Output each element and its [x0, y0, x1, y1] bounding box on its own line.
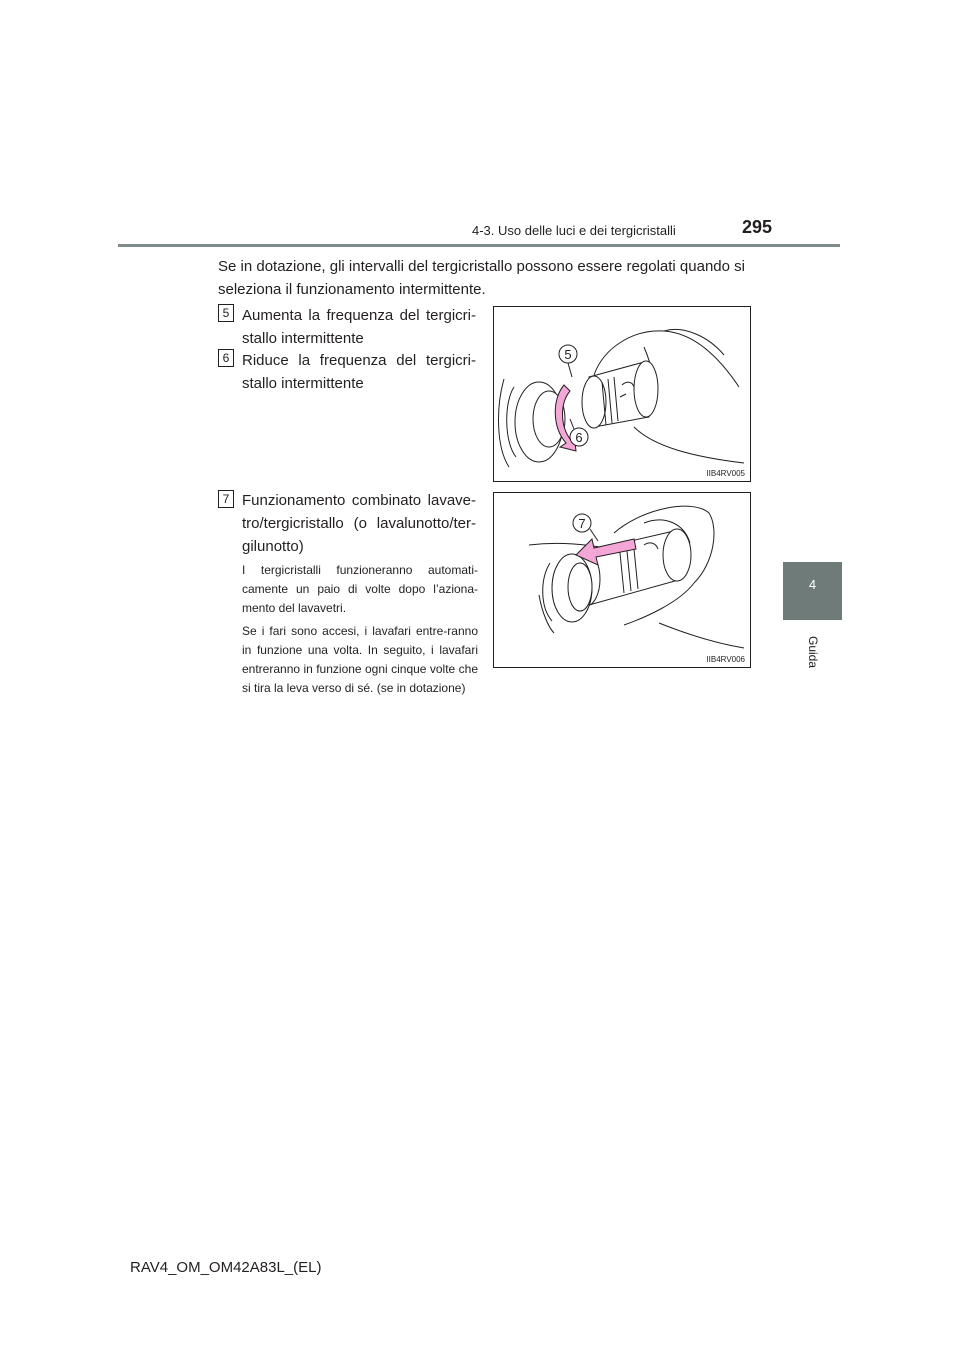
- intro-paragraph: Se in dotazione, gli intervalli del tergicristallo possono essere regolati quando si seleziona il funzionamento intermittente.: [218, 258, 745, 298]
- figure-code: IIB4RV005: [706, 469, 745, 478]
- note-paragraph-2: Se i fari sono accesi, i lavafari entre-ranno in funzione una volta. In seguito, i lavafari entreranno in funzione ogni cinque volte che si tira la leva verso di sé. (se in dotazione): [242, 624, 478, 695]
- item-text-6: Riduce la frequenza del tergicri-stallo intermittente: [242, 352, 476, 392]
- callout-label-6: 6: [575, 430, 583, 445]
- note-paragraph-1: I tergicristalli funzioneranno automati-camente un paio di volte dopo l’aziona-mento del lavavetri.: [242, 563, 478, 615]
- callout-label-7: 7: [578, 516, 586, 531]
- item-text-5: Aumenta la frequenza del tergicri-stallo intermittente: [242, 307, 476, 347]
- section-title: 4-3. Uso delle luci e dei tergicristalli: [472, 223, 676, 238]
- callout-leader-5: [568, 363, 572, 377]
- figure-washer-combined: [493, 492, 751, 668]
- callout-label-5: 5: [564, 347, 572, 362]
- document-code-footer: RAV4_OM_OM42A83L_(EL): [130, 1259, 322, 1276]
- callout-leader-6: [570, 419, 574, 429]
- chapter-number: 4: [808, 577, 817, 592]
- callout-badge-5: 5: [218, 304, 234, 322]
- chapter-label: Guida: [805, 635, 820, 669]
- wiper-lever-illustration: [494, 307, 750, 481]
- callout-badge-6: 6: [218, 349, 234, 367]
- washer-lever-illustration: [494, 493, 750, 667]
- chapter-label-box: [783, 622, 842, 682]
- figure-wiper-interval: [493, 306, 751, 482]
- header-divider: [118, 244, 840, 247]
- callout-badge-7: 7: [218, 490, 234, 508]
- page-number: 295: [742, 217, 773, 237]
- figure-code: IIB4RV006: [706, 655, 745, 664]
- item-text-7: Funzionamento combinato lavave-tro/tergicristallo (o lavalunotto/ter-gilunotto): [242, 492, 476, 555]
